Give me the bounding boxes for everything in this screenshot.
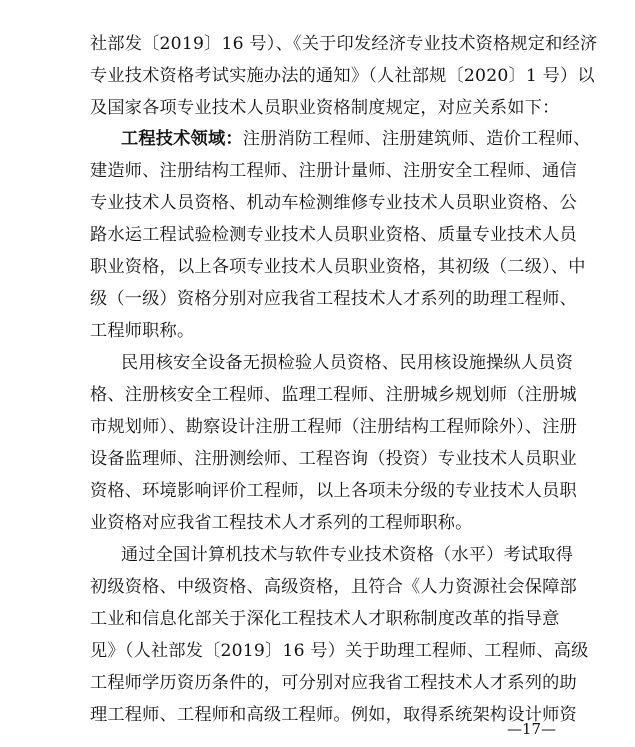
text-line: 工业和信息化部关于深化工程技术人才职称制度改革的指导意 [90,609,560,629]
text-line: 格、注册核安全工程师、监理工程师、注册城乡规划师（注册城 [90,385,577,405]
text-line: 路水运工程试验检测专业技术人员职业资格、质量专业技术人员 [90,225,577,245]
paragraph-first-line: 民用核安全设备无损检验人员资格、民用核设施操纵人员资 [121,353,574,373]
text-line: 及国家各项专业技术人员职业资格制度规定，对应关系如下： [90,98,560,118]
text-line: 工程师学历资历条件的，可分别对应我省工程技术人才系列的助 [90,673,577,693]
field-heading: 工程技术领域： [121,129,243,149]
paragraph-first-line: 通过全国计算机技术与软件专业技术资格（水平）考试取得 [121,545,574,565]
text-line: 社部发〔2019〕16 号）、《关于印发经济专业技术资格规定和经济 [90,34,598,54]
text-line: 理工程师、工程师和高级工程师。例如，取得系统架构设计师资 [90,705,577,725]
paragraph-first-line [121,129,591,149]
text-line: 资格、环境影响评价工程师，以上各项未分级的专业技术人员职 [90,481,577,501]
text-line: 建造师、注册结构工程师、注册计量师、注册安全工程师、通信 [90,161,577,181]
page-number: —17— [507,720,557,738]
text-line: 初级资格、中级资格、高级资格，且符合《人力资源社会保障部 [90,577,577,597]
text-line: 市规划师）、勘察设计注册工程师（注册结构工程师除外）、注册 [90,417,578,437]
text-line: 见》（人社部发〔2019〕16 号）关于助理工程师、工程师、高级 [90,641,589,661]
field-heading-rest: 注册消防工程师、注册建筑师、造价工程师、 [242,129,591,149]
text-line: 工程师职称。 [90,321,195,341]
text-line: 专业技术资格考试实施办法的通知》（人社部规〔2020〕1 号）以 [90,66,595,86]
text-line: 专业技术人员资格、机动车检测维修专业技术人员职业资格、公 [90,193,577,213]
text-line: 设备监理师、注册测绘师、工程咨询（投资）专业技术人员职业 [90,449,577,469]
text-line: 职业资格，以上各项专业技术人员职业资格，其初级（二级）、中 [90,257,586,277]
text-line: 级（一级）资格分别对应我省工程技术人才系列的助理工程师、 [90,289,577,309]
text-line: 业资格对应我省工程技术人才系列的工程师职称。 [90,513,473,533]
